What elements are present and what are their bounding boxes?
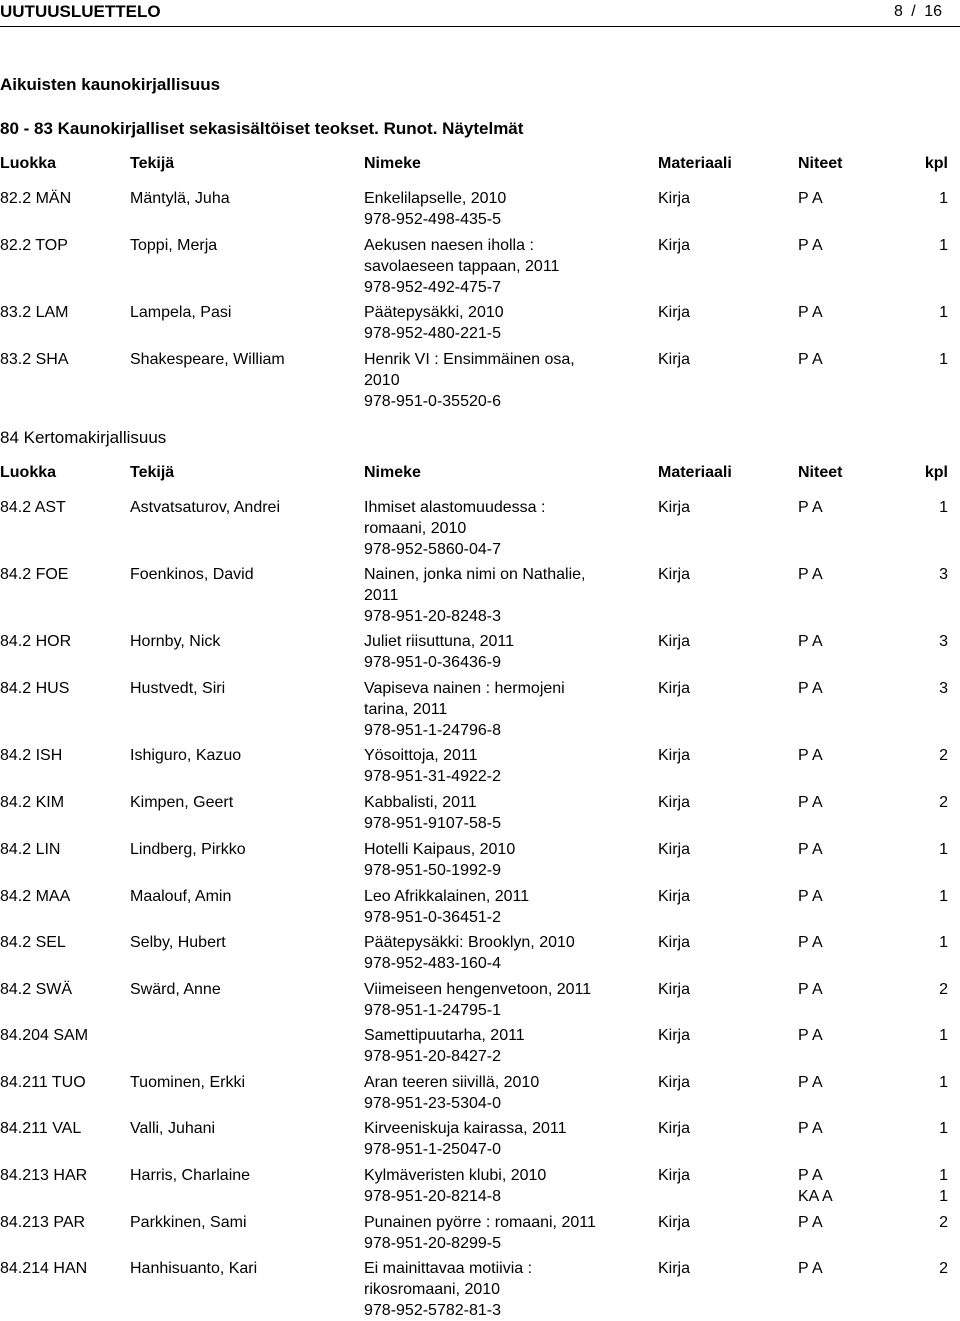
cell-niteet: P A bbox=[798, 1120, 823, 1137]
title-text: Enkelilapselle, 2010 bbox=[364, 190, 507, 207]
cell-tekija: Shakespeare, William bbox=[130, 351, 285, 368]
cell-nimeke bbox=[364, 979, 604, 1021]
isbn-text: 978-951-0-36451-2 bbox=[364, 909, 501, 926]
cell-kpl: 2 bbox=[939, 1214, 948, 1231]
cell-kpl: 1 bbox=[939, 1167, 948, 1184]
page-total: 16 bbox=[924, 3, 942, 20]
cell-tekija: Lindberg, Pirkko bbox=[130, 841, 246, 858]
cell-nimeke bbox=[364, 1025, 604, 1067]
col-tekija: Tekijä bbox=[130, 464, 175, 481]
cell-niteet: P A bbox=[798, 499, 823, 516]
cell-luokka: 84.213 PAR bbox=[0, 1214, 86, 1231]
cell-niteet: P A bbox=[798, 747, 823, 764]
cell-luokka: 82.2 MÄN bbox=[0, 190, 72, 207]
isbn-text: 978-952-483-160-4 bbox=[364, 955, 501, 972]
cell-kpl: 2 bbox=[939, 794, 948, 811]
cell-materiaali: Kirja bbox=[658, 499, 691, 516]
cell-niteet: P A bbox=[798, 633, 823, 650]
title-text: Päätepysäkki: Brooklyn, 2010 bbox=[364, 934, 575, 951]
cell-tekija: Toppi, Merja bbox=[130, 237, 218, 254]
cell-kpl: 1 bbox=[939, 237, 948, 254]
cell-nimeke bbox=[364, 188, 604, 230]
isbn-text: 978-951-20-8248-3 bbox=[364, 608, 501, 625]
cell-niteet: P A bbox=[798, 237, 823, 254]
isbn-text: 978-952-498-435-5 bbox=[364, 211, 501, 228]
cell-kpl: 1 bbox=[939, 934, 948, 951]
page-number: 8 bbox=[893, 3, 903, 20]
title-text: Aran teeren siivillä, 2010 bbox=[364, 1074, 540, 1091]
cell-materiaali: Kirja bbox=[658, 190, 691, 207]
page-separator: / bbox=[911, 3, 916, 20]
page-title: UUTUUSLUETTELO bbox=[0, 2, 161, 21]
cell-materiaali: Kirja bbox=[658, 1167, 691, 1184]
cell-materiaali: Kirja bbox=[658, 888, 691, 905]
cell-luokka: 84.2 HOR bbox=[0, 633, 72, 650]
cell-kpl: 1 bbox=[939, 1074, 948, 1091]
col-kpl: kpl bbox=[924, 155, 948, 172]
cell-materiaali: Kirja bbox=[658, 1074, 691, 1091]
cell-nimeke bbox=[364, 235, 604, 298]
cell-luokka: 84.213 HAR bbox=[0, 1167, 88, 1184]
title-text: Ihmiset alastomuudessa : romaani, 2010 bbox=[364, 499, 546, 537]
cell-tekija: Parkkinen, Sami bbox=[130, 1214, 247, 1231]
cell-nimeke bbox=[364, 1118, 604, 1160]
isbn-text: 978-951-23-5304-0 bbox=[364, 1095, 501, 1112]
col-niteet: Niteet bbox=[798, 155, 843, 172]
isbn-text: 978-951-20-8427-2 bbox=[364, 1048, 501, 1065]
isbn-text: 978-951-1-24795-1 bbox=[364, 1002, 501, 1019]
cell-nimeke bbox=[364, 839, 604, 881]
cell-tekija: Astvatsaturov, Andrei bbox=[130, 499, 280, 516]
cell-luokka: 82.2 TOP bbox=[0, 237, 68, 254]
title-text: Kabbalisti, 2011 bbox=[364, 794, 477, 811]
cell-kpl: 3 bbox=[939, 566, 948, 583]
cell-kpl: 3 bbox=[939, 633, 948, 650]
cell-materiaali: Kirja bbox=[658, 351, 691, 368]
cell-nimeke bbox=[364, 678, 604, 741]
cell-kpl: 1 bbox=[939, 304, 948, 321]
cell-niteet: P A bbox=[798, 190, 823, 207]
cell-tekija: Lampela, Pasi bbox=[130, 304, 232, 321]
cell-tekija: Mäntylä, Juha bbox=[130, 190, 230, 207]
col-luokka: Luokka bbox=[0, 155, 57, 172]
isbn-text: 978-951-0-35520-6 bbox=[364, 393, 501, 410]
col-kpl: kpl bbox=[924, 464, 948, 481]
title-text: Ei mainittavaa motiivia : rikosromaani, 2010 bbox=[364, 1260, 533, 1298]
cell-kpl: 2 bbox=[939, 747, 948, 764]
cell-luokka: 84.2 MAA bbox=[0, 888, 71, 905]
cell-niteet: P A bbox=[798, 304, 823, 321]
cell-luokka: 84.2 AST bbox=[0, 499, 66, 516]
cell-luokka: 84.211 VAL bbox=[0, 1120, 82, 1137]
cell-materiaali: Kirja bbox=[658, 304, 691, 321]
cell-tekija: Hanhisuanto, Kari bbox=[130, 1260, 258, 1277]
cell-kpl: 1 bbox=[939, 888, 948, 905]
cell-niteet: P A bbox=[798, 1260, 823, 1277]
isbn-text: 978-951-1-25047-0 bbox=[364, 1141, 501, 1158]
cell-nimeke bbox=[364, 792, 604, 834]
cell-materiaali: Kirja bbox=[658, 1120, 691, 1137]
col-materiaali: Materiaali bbox=[658, 155, 732, 172]
cell-tekija: Valli, Juhani bbox=[130, 1120, 216, 1137]
cell-kpl: 1 bbox=[939, 499, 948, 516]
cell-kpl: 2 bbox=[939, 1260, 948, 1277]
cell-tekija: Swärd, Anne bbox=[130, 981, 221, 998]
cell-nimeke bbox=[364, 564, 604, 627]
title-text: Yösoittoja, 2011 bbox=[364, 747, 478, 764]
cell-materiaali: Kirja bbox=[658, 633, 691, 650]
cell-kpl-2: 1 bbox=[939, 1188, 948, 1205]
header-divider bbox=[0, 26, 960, 27]
cell-nimeke bbox=[364, 631, 604, 673]
isbn-text: 978-952-5860-04-7 bbox=[364, 541, 501, 558]
title-text: Hotelli Kaipaus, 2010 bbox=[364, 841, 516, 858]
cell-tekija: Hustvedt, Siri bbox=[130, 680, 226, 697]
cell-nimeke bbox=[364, 886, 604, 928]
title-text: Juliet riisuttuna, 2011 bbox=[364, 633, 515, 650]
col-niteet: Niteet bbox=[798, 464, 843, 481]
cell-nimeke bbox=[364, 1212, 604, 1254]
col-nimeke: Nimeke bbox=[364, 155, 421, 172]
cell-kpl: 3 bbox=[939, 680, 948, 697]
isbn-text: 978-951-1-24796-8 bbox=[364, 722, 501, 739]
cell-niteet: P A bbox=[798, 1167, 823, 1184]
cell-materiaali: Kirja bbox=[658, 841, 691, 858]
cell-nimeke bbox=[364, 349, 604, 412]
cell-materiaali: Kirja bbox=[658, 1214, 691, 1231]
cell-materiaali: Kirja bbox=[658, 747, 691, 764]
cell-tekija: Hornby, Nick bbox=[130, 633, 221, 650]
isbn-text: 978-951-20-8299-5 bbox=[364, 1235, 501, 1252]
cell-niteet: P A bbox=[798, 888, 823, 905]
cell-luokka: 84.2 SWÄ bbox=[0, 981, 73, 998]
isbn-text: 978-952-5782-81-3 bbox=[364, 1302, 501, 1319]
cell-luokka: 84.2 KIM bbox=[0, 794, 65, 811]
cell-niteet: P A bbox=[798, 934, 823, 951]
cell-materiaali: Kirja bbox=[658, 794, 691, 811]
title-text: Viimeiseen hengenvetoon, 2011 bbox=[364, 981, 592, 998]
title-text: Leo Afrikkalainen, 2011 bbox=[364, 888, 530, 905]
cell-tekija: Tuominen, Erkki bbox=[130, 1074, 245, 1091]
cell-materiaali: Kirja bbox=[658, 1260, 691, 1277]
cell-luokka: 84.2 HUS bbox=[0, 680, 70, 697]
cell-nimeke bbox=[364, 1072, 604, 1114]
cell-materiaali: Kirja bbox=[658, 680, 691, 697]
col-nimeke: Nimeke bbox=[364, 464, 421, 481]
cell-niteet: P A bbox=[798, 1027, 823, 1044]
cell-kpl: 2 bbox=[939, 981, 948, 998]
cell-nimeke bbox=[364, 1258, 604, 1321]
isbn-text: 978-951-0-36436-9 bbox=[364, 654, 501, 671]
title-text: Samettipuutarha, 2011 bbox=[364, 1027, 525, 1044]
cell-tekija: Kimpen, Geert bbox=[130, 794, 234, 811]
isbn-text: 978-951-31-4922-2 bbox=[364, 768, 501, 785]
cell-luokka: 84.211 TUO bbox=[0, 1074, 86, 1091]
cell-tekija: Foenkinos, David bbox=[130, 566, 254, 583]
cell-niteet: P A bbox=[798, 1074, 823, 1091]
cell-kpl: 1 bbox=[939, 1120, 948, 1137]
cell-tekija: Maalouf, Amin bbox=[130, 888, 232, 905]
cell-materiaali: Kirja bbox=[658, 981, 691, 998]
cell-kpl: 1 bbox=[939, 841, 948, 858]
cell-luokka: 83.2 SHA bbox=[0, 351, 69, 368]
isbn-text: 978-951-50-1992-9 bbox=[364, 862, 501, 879]
title-text: Päätepysäkki, 2010 bbox=[364, 304, 504, 321]
cell-nimeke bbox=[364, 497, 604, 560]
cell-niteet: P A bbox=[798, 351, 823, 368]
cell-tekija: Harris, Charlaine bbox=[130, 1167, 251, 1184]
page-indicator bbox=[894, 2, 942, 22]
cell-kpl: 1 bbox=[939, 1027, 948, 1044]
isbn-text: 978-951-20-8214-8 bbox=[364, 1188, 501, 1205]
cell-niteet: P A bbox=[798, 841, 823, 858]
cell-niteet: P A bbox=[798, 981, 823, 998]
cell-tekija: Ishiguro, Kazuo bbox=[130, 747, 242, 764]
cell-luokka: 84.2 SEL bbox=[0, 934, 66, 951]
title-text: Kylmäveristen klubi, 2010 bbox=[364, 1167, 547, 1184]
cell-kpl: 1 bbox=[939, 351, 948, 368]
category-title: Aikuisten kaunokirjallisuus bbox=[0, 75, 221, 94]
cell-niteet-2: KA A bbox=[798, 1188, 833, 1205]
cell-materiaali: Kirja bbox=[658, 566, 691, 583]
cell-niteet: P A bbox=[798, 1214, 823, 1231]
isbn-text: 978-952-492-475-7 bbox=[364, 279, 501, 296]
cell-tekija: Selby, Hubert bbox=[130, 934, 226, 951]
cell-luokka: 83.2 LAM bbox=[0, 304, 69, 321]
cell-luokka: 84.204 SAM bbox=[0, 1027, 89, 1044]
col-materiaali: Materiaali bbox=[658, 464, 732, 481]
col-luokka: Luokka bbox=[0, 464, 57, 481]
cell-materiaali: Kirja bbox=[658, 934, 691, 951]
cell-kpl: 1 bbox=[939, 190, 948, 207]
cell-nimeke bbox=[364, 745, 604, 787]
cell-materiaali: Kirja bbox=[658, 1027, 691, 1044]
cell-luokka: 84.2 ISH bbox=[0, 747, 63, 764]
title-text: Nainen, jonka nimi on Nathalie, 2011 bbox=[364, 566, 586, 604]
isbn-text: 978-951-9107-58-5 bbox=[364, 815, 501, 832]
section2-heading: 84 Kertomakirjallisuus bbox=[0, 428, 167, 447]
cell-nimeke bbox=[364, 1165, 604, 1207]
cell-niteet: P A bbox=[798, 680, 823, 697]
cell-nimeke bbox=[364, 932, 604, 974]
title-text: Aekusen naesen iholla : savolaeseen tappaan, 2011 bbox=[364, 237, 560, 275]
isbn-text: 978-952-480-221-5 bbox=[364, 325, 501, 342]
cell-luokka: 84.2 FOE bbox=[0, 566, 69, 583]
title-text: Vapiseva nainen : hermojeni tarina, 2011 bbox=[364, 680, 565, 718]
cell-niteet: P A bbox=[798, 566, 823, 583]
cell-luokka: 84.214 HAN bbox=[0, 1260, 88, 1277]
col-tekija: Tekijä bbox=[130, 155, 175, 172]
cell-materiaali: Kirja bbox=[658, 237, 691, 254]
title-text: Kirveeniskuja kairassa, 2011 bbox=[364, 1120, 567, 1137]
cell-niteet: P A bbox=[798, 794, 823, 811]
section1-heading: 80 - 83 Kaunokirjalliset sekasisältöiset teokset. Runot. Näytelmät bbox=[0, 119, 524, 138]
cell-nimeke bbox=[364, 302, 604, 344]
cell-luokka: 84.2 LIN bbox=[0, 841, 61, 858]
title-text: Henrik VI : Ensimmäinen osa, 2010 bbox=[364, 351, 575, 389]
title-text: Punainen pyörre : romaani, 2011 bbox=[364, 1214, 596, 1231]
